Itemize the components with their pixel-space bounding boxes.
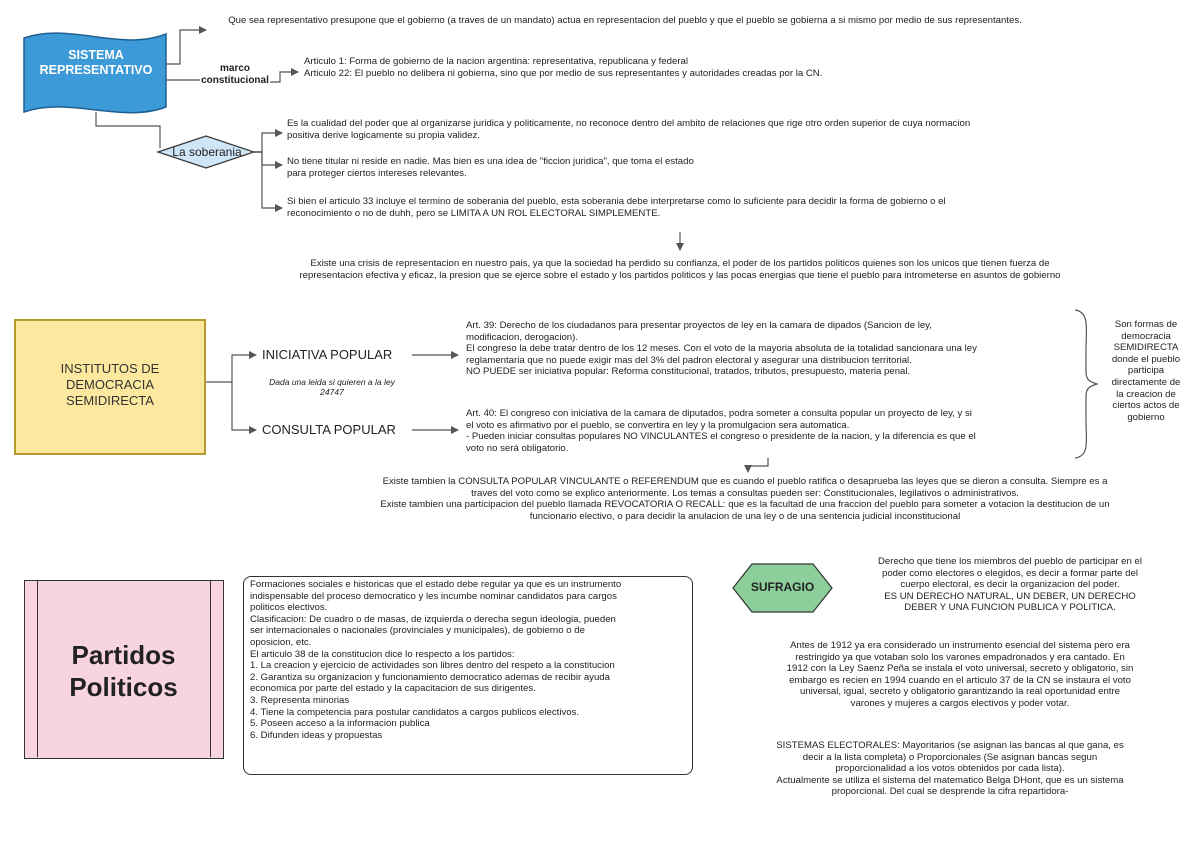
marco-constitucional-label: marco constitucional <box>201 63 269 86</box>
semidirecta-side-note: Son formas de democracia SEMIDIRECTA donde el pueblo participa directamente de la creacion de ciertos actos de gobierno <box>1111 319 1181 423</box>
art39-text: Art. 39: Derecho de los ciudadanos para presentar proyectos de ley en la camara de dipados (Sancion de ley, modificacion, derogacion). El congreso la debe tratar dentro de los 12 meses. Con el voto de la mayoria absoluta de la totalidad sancionara una ley reglamentaria que no puede exigir mas del 3% del padron electoral y asegurar una distribucion territorial. NO PUEDE ser iniciativa popular: Reforma constitucional, tratados, tributos, presupuesto, materia penal. <box>466 320 977 378</box>
partidos-text-box <box>243 576 693 775</box>
partidos-text: Formaciones sociales e historicas que el estado debe regular ya que es un instrumento indispensable del proceso democratico y les incumbe nominar candidatos para cargos politicos electivos. Clasificacion: De cuadro o de masas, de izquierda o derecha segun ideologia, pueden ser internacionales o nacionales (provinciales y municipales), de gobierno o de oposicion, etc. El articulo 38 de la constitucion dice lo respecto a los partidos: 1. La creacion y ejercicio de actividades son libres dentro del respeto a la constitucion 2. Garantiza su organizacion y funcionamiento democratico ademas de recibir ayuda economica por parte del estado y la capacitacion de sus dirigentes. 3. Representa minorias 4. Tiene la competencia para postular candidatos a cargos publicos electivos. 5. Poseen acceso a la informacion publica 6. Difunden ideas y propuestas <box>250 579 622 741</box>
ley-note: Dada una leida si quieren a la ley 24747 <box>269 377 395 397</box>
soberania-paragraph-3: Si bien el articulo 33 incluye el termino de soberania del pueblo, esta soberania debe interpretarse como lo suficiente para decidir la forma de gobierno o el reconocimiento o no de duhh, pero se LIMITA A UN ROL ELECTORAL SIMPLEMENTE. <box>287 196 946 219</box>
iniciativa-popular-label: INICIATIVA POPULAR <box>262 347 393 362</box>
sufragio-label: SUFRAGIO <box>750 580 815 594</box>
institutos-box <box>14 319 206 455</box>
soberania-paragraph-1: Es la cualidad del poder que al organizarse juridica y politicamente, no reconoce dentro del ambito de relaciones que rige otro orden superior de cuya normacion positiva derive logicamente su propia validez. <box>287 118 971 141</box>
articulos-text: Articulo 1: Forma de gobierno de la nacion argentina: representativa, republicana y federal Articulo 22: El pueblo no delibera ni gobierna, sino que por medio de sus representantes y autoridades creadas por la CN. <box>304 56 823 79</box>
soberania-label: La soberania <box>172 145 242 159</box>
sufragio-definition: Derecho que tiene los miembros del pueblo de participar en el poder como electores o elegidos, es decir a formar parte del cuerpo electoral, es decir la organizacion del poder. ES UN DERECHO NATURAL, UN DEBER, UN DERECHO DEBER Y UNA FUNCION PUBLICA Y POLITICA. <box>878 556 1142 614</box>
sistema-title: SISTEMA REPRESENTATIVO <box>39 48 153 77</box>
soberania-paragraph-2: No tiene titular ni reside en nadie. Mas bien es una idea de "ficcion juridica", que toma el estado para proteger ciertos intereses relevantes. <box>287 156 694 179</box>
partidos-box <box>24 580 224 759</box>
sufragio-historia: Antes de 1912 ya era considerado un instrumento esencial del sistema pero era restringido ya que votaban solo los varones empadronados y era cantado. En 1912 con la Ley Saenz Peña se instala el voto universal, secreto y obligatorio, sin embargo es recien en 1994 cuando en el articulo 37 de la CN se instaura el voto universal, igual, secreto y obligatorio garantizando la real oportunidad entre varones y mujeres a cargos electivos y poder votar. <box>786 640 1134 709</box>
referendum-text: Existe tambien la CONSULTA POPULAR VINCULANTE o REFERENDUM que es cuando el pueblo ratifica o desaprueba las leyes que se dieron a consulta. Siempre es a traves del voto como se explico anteriormente. Los temas a consultas pueden ser: Constitucionales, legilativos o administrativos. Existe tambien una participacion del pueblo llamada REVOCATORIA O RECALL: que es la facultad de una fraccion del pueblo para someter a votacion la destitucion de un funcionario electivo, o para decidir la anulacion de una ley o de una sentencia judicial inconstitucional <box>380 476 1110 522</box>
consulta-popular-label: CONSULTA POPULAR <box>262 422 396 437</box>
art40-text: Art. 40: El congreso con iniciativa de la camara de diputados, podra someter a consulta popular un proyecto de ley, y si el voto es afirmativo por el pueblo, se convertira en ley y la promulgacion sera automatica. - Pueden iniciar consultas populares NO VINCULANTES el congreso o presidente de la nacion, y la diferencia es que el voto no será obligatorio. <box>466 408 976 454</box>
sistema-definition: Que sea representativo presupone que el gobierno (a traves de un mandato) actua en representacion del pueblo y que el pueblo se gobierna a si mismo por medio de sus representantes. <box>228 15 1022 26</box>
sistemas-electorales: SISTEMAS ELECTORALES: Mayoritarios (se asignan las bancas al que gana, es decir a la lista completa) o Proporcionales (Se asignan bancas segun proporcionalidad a los votos obtenidos por cada lista). Actualmente se utiliza el sistema del matematico Belga DHont, que es un sistema proporcional. Del cual se desprende la cifra repartidora- <box>776 740 1124 798</box>
partidos-title: Partidos Politicos <box>69 640 178 702</box>
institutos-title: INSTITUTOS DE DEMOCRACIA SEMIDIRECTA <box>60 361 160 408</box>
crisis-text: Existe una crisis de representacion en nuestro pais, ya que la sociedad ha perdido su confianza, el poder de los partidos politicos quienes son los unicos que tienen fuerza de representacion efectiva y eficaz, la presion que se ejerce sobre el estado y los partidos politicos y las pocas energias que tiene el pueblo para intrometerse en asuntos de gobierno <box>299 258 1061 281</box>
